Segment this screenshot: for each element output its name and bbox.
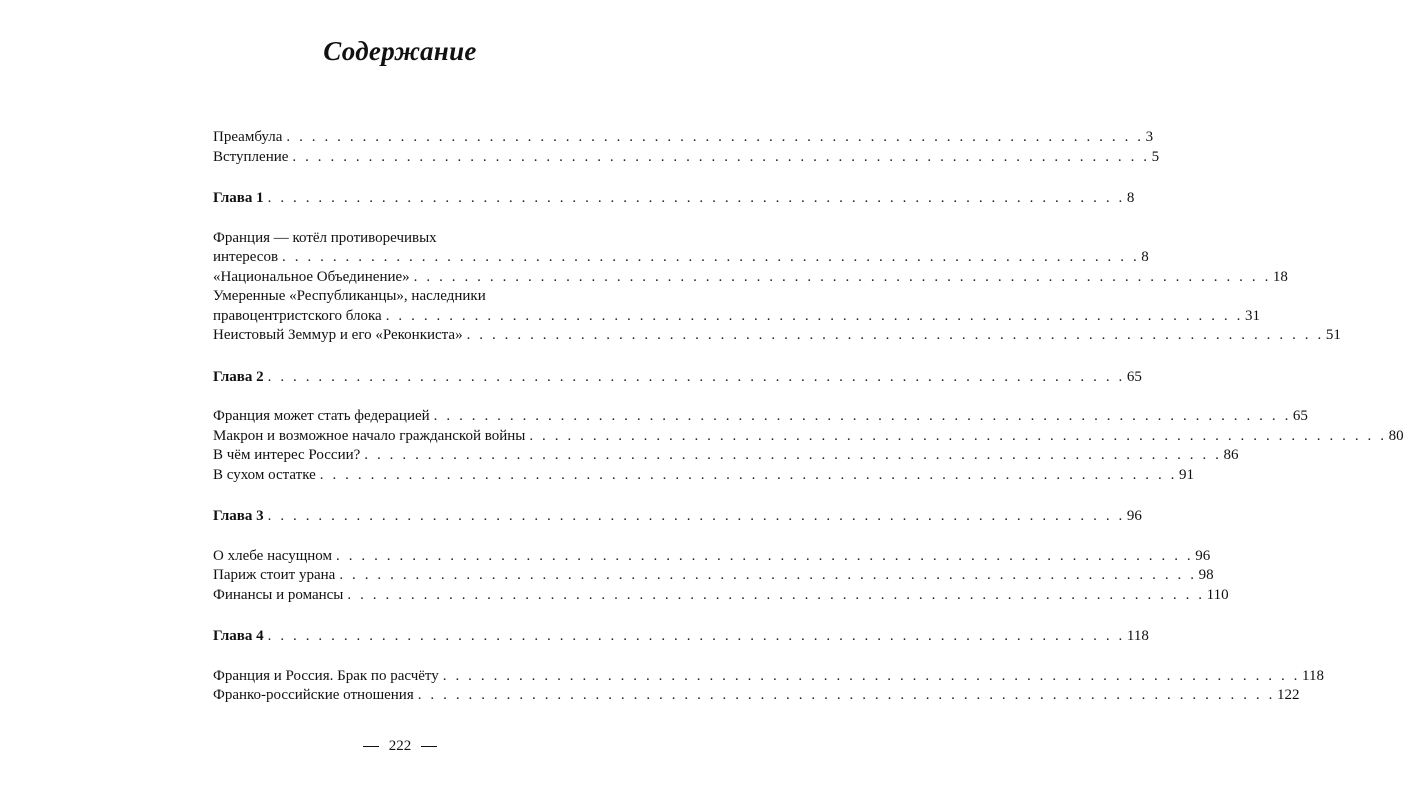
dot-leader: . . . . . . . . . . . . . . . . . . . . . . . . . . . . . . . . . . . . . . . . . . . . . . . . . . . . . . . . . . . . . . . . . . . . xyxy=(282,249,1140,265)
page-number: 222 xyxy=(388,738,412,754)
toc-page-number: 118 xyxy=(1126,628,1149,644)
dot-leader: . . . . . . . . . . . . . . . . . . . . . . . . . . . . . . . . . . . . . . . . . . . . . . . . . . . . . . . . . . . . . . . . . . . . xyxy=(385,307,1243,324)
dot-leader: . . . . . . . . . . . . . . . . . . . . . . . . . . . . . . . . . . . . . . . . . . . . . . . . . . . . . . . . . . . . . . . . . . . . xyxy=(529,427,1387,444)
toc-entry-label: Макрон и возможное начало гражданской войны xyxy=(213,427,526,444)
chapter-heading: Глава 1 xyxy=(213,190,264,206)
toc-entry-label: В сухом остатке xyxy=(213,466,316,483)
toc-entry-label: Франция и Россия. Брак по расчёту xyxy=(213,667,439,684)
toc-page-number: 31 xyxy=(1244,307,1260,324)
toc-entry-ch2-4[interactable] xyxy=(213,466,1195,486)
toc-entry-ch3-2[interactable] xyxy=(213,566,1214,586)
toc-page-number: 91 xyxy=(1179,466,1195,483)
toc-chapter-4[interactable] xyxy=(213,627,1149,647)
toc-chapter-2[interactable] xyxy=(213,368,1142,388)
toc-page-number: 5 xyxy=(1151,148,1160,165)
table-of-contents xyxy=(213,128,1404,706)
toc-entry-label: Франция может стать федерацией xyxy=(213,408,430,424)
toc-entry-preamble[interactable] xyxy=(213,128,1154,148)
toc-entry-ch2-1[interactable] xyxy=(213,407,1308,427)
chapter-heading: Глава 3 xyxy=(213,508,264,524)
toc-entry-label-line1: Умеренные «Республиканцы», наследники xyxy=(213,288,486,304)
toc-page-number: 86 xyxy=(1223,447,1239,463)
toc-entry-label: Вступление xyxy=(213,148,289,165)
toc-page-number: 51 xyxy=(1325,327,1341,343)
dot-leader: . . . . . . . . . . . . . . . . . . . . . . . . . . . . . . . . . . . . . . . . . . . . . . . . . . . . . . . . . . . . . . . . . . . . xyxy=(442,667,1301,684)
dot-leader: . . . . . . . . . . . . . . . . . . . . . . . . . . . . . . . . . . . . . . . . . . . . . . . . . . . . . . . . . . . . . . . . . . . . xyxy=(267,628,1125,644)
dot-leader: . . . . . . . . . . . . . . . . . . . . . . . . . . . . . . . . . . . . . . . . . . . . . . . . . . . . . . . . . . . . . . . . . . . . xyxy=(267,508,1125,524)
toc-page-number: 118 xyxy=(1302,667,1324,684)
toc-page-number: 110 xyxy=(1206,586,1229,603)
toc-entry-label: Финансы и романсы xyxy=(213,586,344,603)
toc-entry-label: «Национальное Объединение» xyxy=(213,268,410,285)
page-footer xyxy=(0,738,800,755)
toc-entry-ch4-1[interactable] xyxy=(213,667,1324,687)
toc-page-number: 65 xyxy=(1126,368,1142,385)
toc-page-number: 96 xyxy=(1126,508,1142,524)
toc-entry-label: Преамбула xyxy=(213,129,283,145)
toc-page-number: 8 xyxy=(1126,190,1135,206)
toc-chapter-3[interactable] xyxy=(213,507,1142,527)
toc-entry-ch4-2[interactable] xyxy=(213,686,1300,706)
toc-page-number: 98 xyxy=(1198,567,1214,583)
toc-page-number: 3 xyxy=(1145,129,1154,145)
toc-entry-ch1-1[interactable] xyxy=(213,229,1149,268)
dot-leader: . . . . . . . . . . . . . . . . . . . . . . . . . . . . . . . . . . . . . . . . . . . . . . . . . . . . . . . . . . . . . . . . . . . . xyxy=(433,408,1291,424)
toc-page-number: 96 xyxy=(1195,547,1211,564)
dot-leader: . . . . . . . . . . . . . . . . . . . . . . . . . . . . . . . . . . . . . . . . . . . . . . . . . . . . . . . . . . . . . . . . . . . . xyxy=(413,268,1271,285)
dot-leader: . . . . . . . . . . . . . . . . . . . . . . . . . . . . . . . . . . . . . . . . . . . . . . . . . . . . . . . . . . . . . . . . . . . . xyxy=(347,586,1205,603)
toc-entry-ch1-3[interactable] xyxy=(213,287,1260,326)
dot-leader: . . . . . . . . . . . . . . . . . . . . . . . . . . . . . . . . . . . . . . . . . . . . . . . . . . . . . . . . . . . . . . . . . . . . xyxy=(336,547,1194,564)
dot-leader: . . . . . . . . . . . . . . . . . . . . . . . . . . . . . . . . . . . . . . . . . . . . . . . . . . . . . . . . . . . . . . . . . . . . xyxy=(267,368,1125,385)
toc-chapter-1[interactable] xyxy=(213,189,1135,209)
toc-entry-label: Франко-российские отношения xyxy=(213,687,414,703)
toc-page-number: 65 xyxy=(1292,408,1308,424)
page-title: Содержание xyxy=(323,36,477,66)
dot-leader: . . . . . . . . . . . . . . . . . . . . . . . . . . . . . . . . . . . . . . . . . . . . . . . . . . . . . . . . . . . . . . . . . . . . xyxy=(417,687,1275,703)
dot-leader: . . . . . . . . . . . . . . . . . . . . . . . . . . . . . . . . . . . . . . . . . . . . . . . . . . . . . . . . . . . . . . . . . . . . xyxy=(286,129,1144,145)
toc-page-number: 8 xyxy=(1141,249,1149,265)
toc-entry-ch3-3[interactable] xyxy=(213,586,1229,606)
dot-leader: . . . . . . . . . . . . . . . . . . . . . . . . . . . . . . . . . . . . . . . . . . . . . . . . . . . . . . . . . . . . . . . . . . . . xyxy=(267,190,1125,206)
toc-entry-label-line1: Франция — котёл противоречивых xyxy=(213,229,437,246)
toc-entry-ch1-2[interactable] xyxy=(213,268,1288,288)
toc-entry-label: Париж стоит урана xyxy=(213,567,336,583)
chapter-heading: Глава 4 xyxy=(213,628,264,644)
toc-entry-label: В чём интерес России? xyxy=(213,447,361,463)
toc-entry-label: О хлебе насущном xyxy=(213,547,332,564)
toc-page-number: 80 xyxy=(1388,427,1404,444)
chapter-heading: Глава 2 xyxy=(213,368,264,385)
em-dash-right xyxy=(421,746,437,747)
dot-leader: . . . . . . . . . . . . . . . . . . . . . . . . . . . . . . . . . . . . . . . . . . . . . . . . . . . . . . . . . . . . . . . . . . . . xyxy=(466,327,1324,343)
toc-entry-ch2-2[interactable] xyxy=(213,427,1404,447)
dot-leader: . . . . . . . . . . . . . . . . . . . . . . . . . . . . . . . . . . . . . . . . . . . . . . . . . . . . . . . . . . . . . . . . . . . . xyxy=(339,567,1197,583)
toc-page-number: 122 xyxy=(1276,687,1300,703)
toc-entry-intro[interactable] xyxy=(213,148,1160,168)
toc-entry-ch2-3[interactable] xyxy=(213,446,1239,466)
em-dash-left xyxy=(363,746,379,747)
toc-entry-ch3-1[interactable] xyxy=(213,547,1211,567)
toc-page-number: 18 xyxy=(1272,268,1288,285)
toc-entry-label: Неистовый Земмур и его «Реконкиста» xyxy=(213,327,463,343)
dot-leader: . . . . . . . . . . . . . . . . . . . . . . . . . . . . . . . . . . . . . . . . . . . . . . . . . . . . . . . . . . . . . . . . . . . . xyxy=(364,447,1222,463)
toc-entry-label: правоцентристского блока xyxy=(213,307,382,324)
toc-entry-label: интересов xyxy=(213,249,279,265)
dot-leader: . . . . . . . . . . . . . . . . . . . . . . . . . . . . . . . . . . . . . . . . . . . . . . . . . . . . . . . . . . . . . . . . . . . . xyxy=(319,466,1178,483)
toc-entry-ch1-4[interactable] xyxy=(213,326,1341,346)
dot-leader: . . . . . . . . . . . . . . . . . . . . . . . . . . . . . . . . . . . . . . . . . . . . . . . . . . . . . . . . . . . . . . . . . . . . xyxy=(292,148,1150,165)
